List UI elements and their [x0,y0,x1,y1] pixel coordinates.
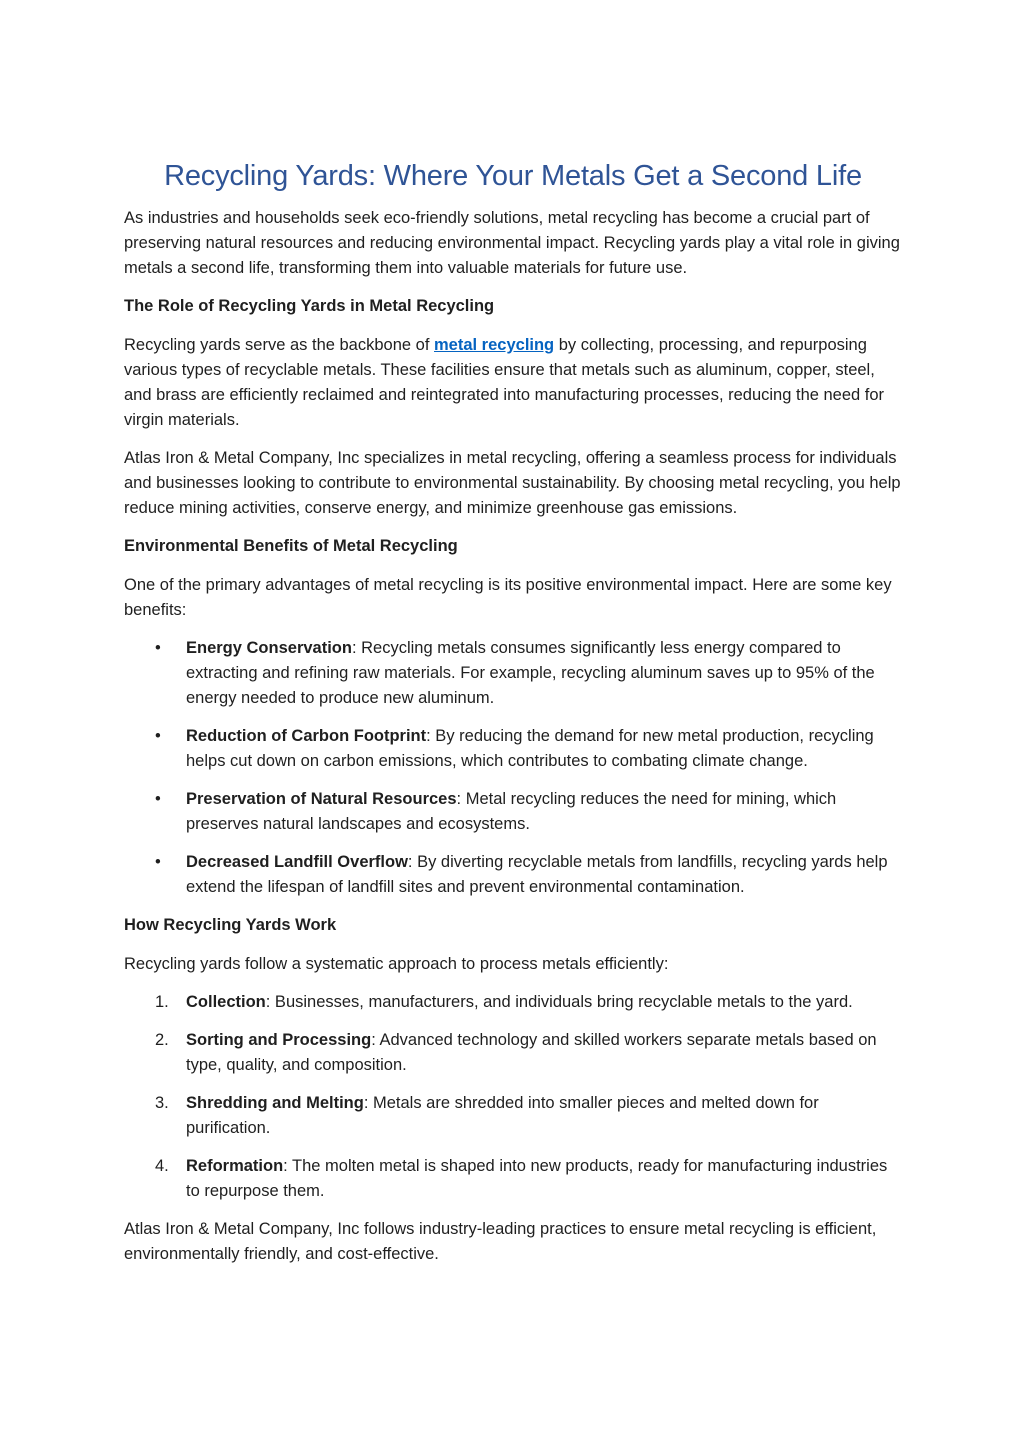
list-item-term: Collection [186,993,266,1011]
page-title: Recycling Yards: Where Your Metals Get a Second Life [164,160,862,192]
bullet-icon: • [155,727,161,745]
list-item [155,1028,902,1078]
step-number: 3. [155,1094,169,1112]
list-item [155,990,902,1015]
list-item-term: Reduction of Carbon Footprint [186,727,427,745]
bullet-icon: • [155,790,161,808]
section-heading-role: The Role of Recycling Yards in Metal Recycling [124,297,495,315]
list-item-text: : By reducing the demand for new metal production, recycling helps cut down on carbon emissions, which contributes to combating climate change. [186,727,874,770]
list-item-text: : Recycling metals consumes significantly less energy compared to extracting and refining raw materials. For example, recycling aluminum saves up to 95% of the energy needed to produce new aluminum. [186,639,875,707]
role-text-before: Recycling yards serve as the backbone of [124,336,434,354]
role-text-after: by collecting, processing, and repurposing various types of recyclable metals. These facilities ensure that metals such as aluminum, copper, steel, and brass are efficiently reclaimed and reintegrated into manufacturing processes, reducing the need for virgin materials. [124,336,885,429]
list-item-term: Reformation [186,1157,284,1175]
intro-paragraph: As industries and households seek eco-friendly solutions, metal recycling has become a crucial part of preserving natural resources and reducing environmental impact. Recycling yards play a vital role in giving metals a second life, transforming them into valuable materials for future use. [124,209,900,277]
step-number: 4. [155,1157,169,1175]
list-item-term: Preservation of Natural Resources [186,790,457,808]
list-item [155,636,902,711]
list-item-text: : By diverting recyclable metals from landfills, recycling yards help extend the lifespan of landfill sites and prevent environmental contamination. [186,853,888,896]
how-intro: Recycling yards follow a systematic approach to process metals efficiently: [124,955,669,973]
list-item-text: : Advanced technology and skilled workers separate metals based on type, quality, and composition. [186,1031,877,1074]
list-item-text: : Metals are shredded into smaller pieces and melted down for purification. [186,1094,819,1137]
list-item [155,1091,902,1141]
list-item-term: Sorting and Processing [186,1031,372,1049]
list-item-term: Decreased Landfill Overflow [186,853,408,871]
list-item-text: : The molten metal is shaped into new products, ready for manufacturing industries to repurpose them. [186,1157,888,1200]
metal-recycling-link[interactable]: metal recycling [434,336,555,354]
bullet-icon: • [155,853,161,871]
closing-paragraph: Atlas Iron & Metal Company, Inc follows industry-leading practices to ensure metal recycling is efficient, environmentally friendly, and cost-effective. [124,1220,877,1263]
section-heading-benefits: Environmental Benefits of Metal Recycling [124,537,458,555]
list-item [155,724,902,774]
role-paragraph [124,333,902,433]
benefits-list [124,636,902,900]
list-item [155,787,902,837]
benefits-intro: One of the primary advantages of metal recycling is its positive environmental impact. Here are some key benefits: [124,576,892,619]
document-page [124,150,902,1280]
list-item [155,1154,902,1204]
step-number: 2. [155,1031,169,1049]
bullet-icon: • [155,639,161,657]
step-number: 1. [155,993,169,1011]
section-heading-how: How Recycling Yards Work [124,916,337,934]
steps-list [124,990,902,1204]
list-item-term: Shredding and Melting [186,1094,364,1112]
atlas-paragraph: Atlas Iron & Metal Company, Inc specializes in metal recycling, offering a seamless process for individuals and businesses looking to contribute to environmental sustainability. By choosing metal recycling, you help reduce mining activities, conserve energy, and minimize greenhouse gas emissions. [124,449,901,517]
list-item-term: Energy Conservation [186,639,352,657]
list-item-text: : Metal recycling reduces the need for mining, which preserves natural landscapes and ecosystems. [186,790,837,833]
list-item [155,850,902,900]
list-item-text: : Businesses, manufacturers, and individuals bring recyclable metals to the yard. [265,993,853,1011]
